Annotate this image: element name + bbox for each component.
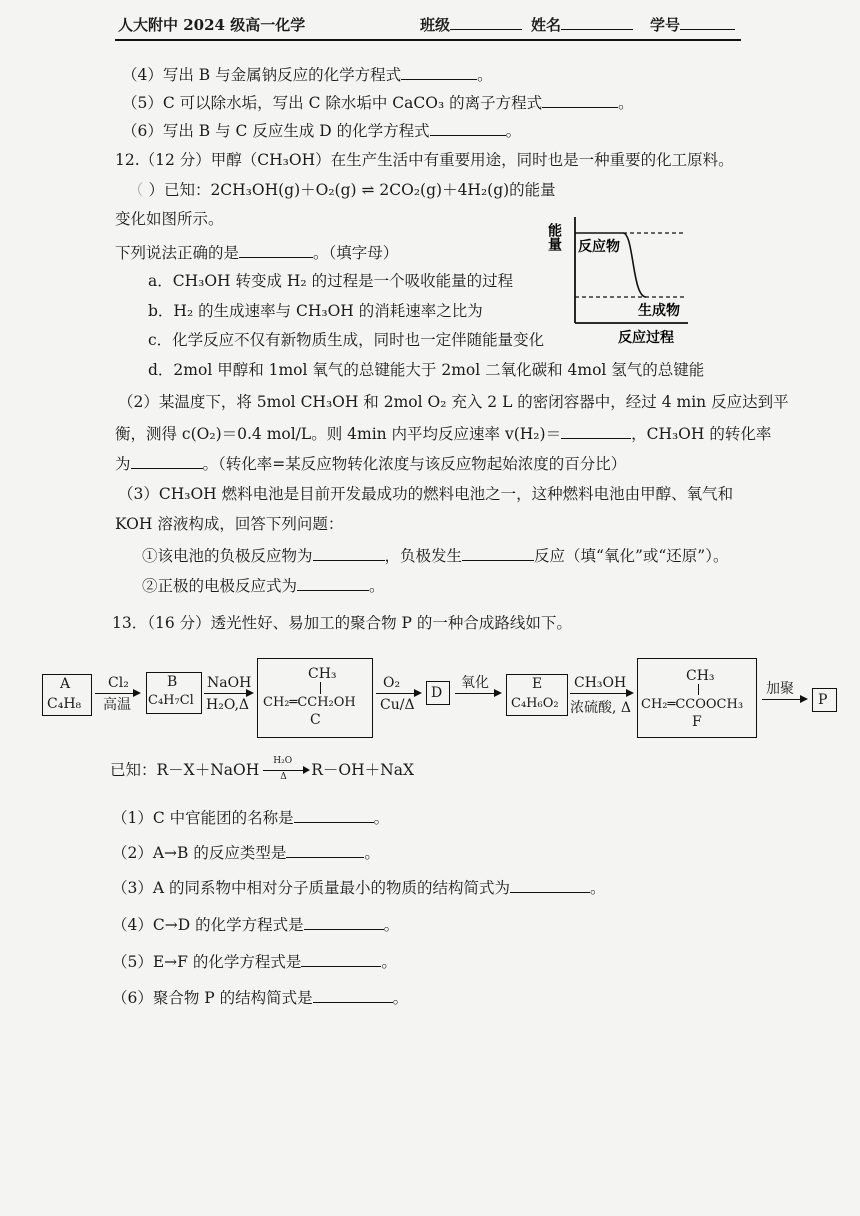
- compound-f-label: F: [692, 714, 702, 730]
- known-arrow-line: [263, 770, 305, 771]
- compound-f-methyl: CH₃: [686, 668, 715, 684]
- arrow4: [455, 693, 500, 694]
- name-blank[interactable]: [561, 14, 633, 30]
- q12-part1-blank[interactable]: [239, 242, 313, 258]
- arrow1-condition: 高温: [103, 697, 131, 713]
- q11-part4: （4）写出 B 与金属钠反应的化学方程式 。: [122, 66, 493, 84]
- known-lhs: R－X＋NaOH: [156, 761, 260, 779]
- id-blank[interactable]: [680, 14, 735, 30]
- q11-part4-blank[interactable]: [401, 64, 477, 80]
- q12-option-c: c．化学反应不仅有新物质生成，同时也一定伴随能量变化: [148, 331, 545, 349]
- compound-f-bond: [698, 684, 699, 695]
- q12-anode-reactant-blank[interactable]: [313, 545, 385, 561]
- arrow4-reagent: 氧化: [461, 675, 489, 691]
- q12-part1-faded-paren: （: [128, 181, 149, 199]
- arrow5-reagent: CH₃OH: [574, 675, 627, 691]
- q12-part2-line1: （2）某温度下，将 5mol CH₃OH 和 2mol O₂ 充入 2 L 的密闭容器中，经过 4 min 反应达到平: [118, 393, 789, 411]
- energy-diagram: [548, 205, 728, 353]
- known-reaction: [110, 756, 414, 782]
- q13-q3: （3）A 的同系物中相对分子质量最小的物质的结构简式为 。: [112, 879, 606, 897]
- q12-conversion-blank[interactable]: [131, 453, 203, 469]
- q12-part2-line3: 为 。（转化率=某反应物转化浓度与该反应物起始浓度的百分比）: [115, 455, 627, 473]
- compound-e-label: E: [532, 676, 543, 692]
- q12-option-a: a．CH₃OH 转变成 H₂ 的过程是一个吸收能量的过程: [148, 272, 514, 290]
- q11-part5-blank[interactable]: [542, 92, 618, 108]
- known-rhs: R－OH＋NaX: [311, 761, 414, 779]
- compound-b-label: B: [167, 674, 178, 690]
- polymer-p-label: P: [818, 692, 828, 708]
- known-arrow-head: [303, 766, 310, 774]
- compound-a-label: A: [60, 676, 71, 692]
- q12-part3-line2: KOH 溶液构成，回答下列问题：: [115, 515, 344, 533]
- q13-q4: （4）C→D 的化学方程式是 。: [112, 916, 400, 934]
- compound-c-methyl: CH₃: [308, 666, 337, 682]
- arrow6-reagent: 加聚: [766, 681, 794, 697]
- compound-d-label: D: [431, 685, 443, 701]
- compound-c-formula: CH₂═CCH₂OH: [263, 695, 356, 710]
- q13-q1: （1）C 中官能团的名称是 。: [112, 809, 390, 827]
- q12-option-d: d．2mol 甲醇和 1mol 氧气的总键能大于 2mol 二氧化碳和 4mol 氢气的总键能: [148, 361, 705, 379]
- energy-ylabel: 能量: [546, 223, 562, 251]
- compound-a-formula: C₄H₈: [47, 696, 82, 712]
- name-label: 姓名: [531, 16, 562, 34]
- q12-part3-q1: ①该电池的负极反应物为 ，负极发生 反应（填“氧化”或“还原”）。: [142, 547, 729, 565]
- q13-q2: （2）A→B 的反应类型是 。: [112, 844, 380, 862]
- q12-part1-line2: 变化如图所示。: [115, 210, 224, 228]
- compound-c-label: C: [310, 712, 321, 728]
- q13-q3-blank[interactable]: [510, 877, 590, 893]
- q12-part3-line1: （3）CH₃OH 燃料电池是目前开发最成功的燃料电池之一，这种燃料电池由甲醇、氧气和: [118, 485, 734, 503]
- q13-q4-blank[interactable]: [304, 914, 384, 930]
- energy-curve: [623, 233, 646, 297]
- arrow1: [95, 693, 139, 694]
- known-prefix: 已知：: [110, 761, 157, 779]
- arrow5: [570, 693, 632, 694]
- compound-e-formula: C₄H₆O₂: [511, 696, 559, 711]
- q13-q5: （5）E→F 的化学方程式是 。: [112, 953, 397, 971]
- energy-xlabel: 反应过程: [618, 330, 674, 346]
- q12-rate-blank[interactable]: [561, 423, 631, 439]
- arrow5-condition: 浓硫酸, Δ: [570, 700, 632, 716]
- q12-anode-reaction-type-blank[interactable]: [462, 545, 534, 561]
- q11-part5: （5）C 可以除水垢，写出 C 除水垢中 CaCO₃ 的离子方程式 。: [122, 94, 634, 112]
- q12-title: 12.（12 分）甲醇（CH₃OH）在生产生活中有重要用途，同时也是一种重要的化工原料。: [115, 151, 734, 169]
- q13-title: 13．（16 分）透光性好、易加工的聚合物 P 的一种合成路线如下。: [112, 614, 572, 632]
- q12-part2-line2: 衡，测得 c(O₂)＝0.4 mol/L。则 4min 内平均反应速率 v(H₂)＝ ，CH₃OH 的转化率: [115, 425, 772, 443]
- arrow2-condition: H₂O,Δ: [206, 697, 250, 713]
- q12-part3-q2: ②正极的电极反应式为 。: [142, 577, 385, 595]
- class-field: [420, 14, 522, 35]
- q13-q6: （6）聚合物 P 的结构简式是 。: [112, 989, 409, 1007]
- arrow3: [376, 693, 420, 694]
- arrow6: [762, 699, 806, 700]
- q13-q1-blank[interactable]: [294, 807, 374, 823]
- name-field: [531, 14, 633, 35]
- class-blank[interactable]: [450, 14, 522, 30]
- compound-b-formula: C₄H₇Cl: [148, 693, 194, 708]
- q12-cathode-equation-blank[interactable]: [297, 575, 369, 591]
- arrow2-reagent: NaOH: [207, 675, 252, 691]
- arrow3-reagent: O₂: [383, 675, 401, 691]
- q13-q5-blank[interactable]: [301, 951, 381, 967]
- product-label: 生成物: [638, 303, 680, 319]
- known-cond-top: H₂O: [273, 756, 293, 766]
- q12-option-b: b．H₂ 的生成速率与 CH₃OH 的消耗速率之比为: [148, 302, 483, 320]
- q12-part1-line1: （ ）已知：2CH₃OH(g)＋O₂(g) ⇌ 2CO₂(g)＋4H₂(g)的能量: [128, 181, 556, 199]
- q13-q6-blank[interactable]: [313, 987, 393, 1003]
- id-field: [650, 14, 735, 35]
- reactant-label: 反应物: [578, 239, 620, 255]
- q11-part6: （6）写出 B 与 C 反应生成 D 的化学方程式 。: [122, 122, 522, 140]
- q11-part6-blank[interactable]: [430, 120, 506, 136]
- arrow3-condition: Cu/Δ: [380, 697, 415, 713]
- header-school: 人大附中 2024 级高一化学: [118, 16, 306, 34]
- id-label: 学号: [650, 16, 681, 34]
- header-rule: [115, 39, 741, 41]
- known-arrow: [259, 756, 311, 782]
- compound-c-bond: [320, 682, 321, 694]
- arrow2: [204, 693, 252, 694]
- q13-q2-blank[interactable]: [286, 842, 364, 858]
- compound-f-formula: CH₂═CCOOCH₃: [641, 697, 744, 712]
- known-cond-bot: Δ: [280, 772, 287, 782]
- arrow1-reagent: Cl₂: [108, 675, 129, 691]
- q12-part1-ask: 下列说法正确的是 。（填字母）: [115, 244, 399, 262]
- class-label: 班级: [420, 16, 451, 34]
